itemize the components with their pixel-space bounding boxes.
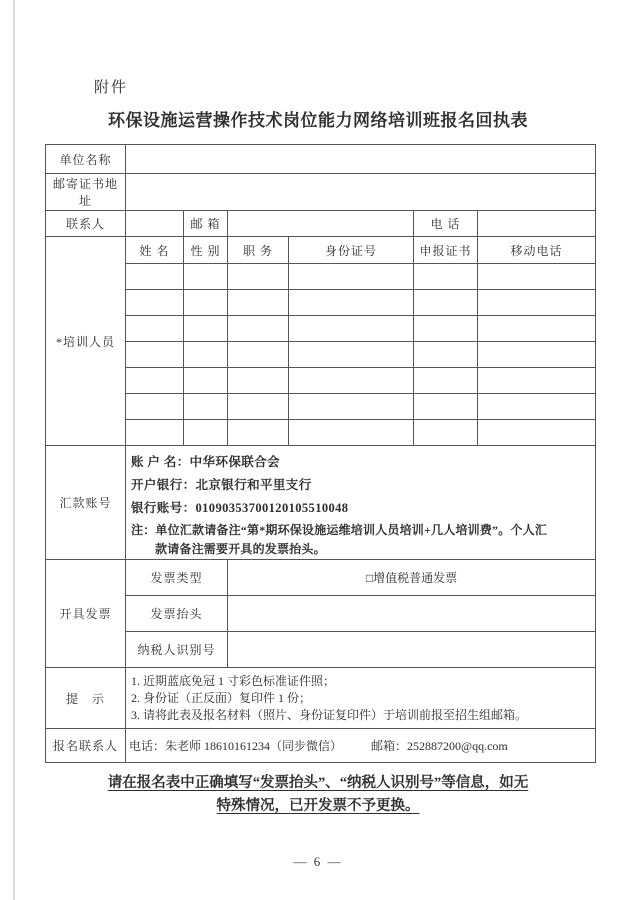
trainee-cell	[184, 264, 228, 290]
trainee-row	[46, 290, 596, 316]
remittance-label: 汇款账号	[46, 446, 126, 560]
remittance-note-line1: 注：单位汇款请备注“第*期环保设施运维培训人员培训+几人培训费”。个人汇	[131, 522, 548, 537]
registration-contact-info	[126, 729, 596, 763]
trainee-cell	[478, 420, 596, 446]
trainee-cell	[184, 316, 228, 342]
mailing-address-label: 邮寄证书地址	[46, 174, 126, 211]
attachment-label: 附件	[94, 80, 129, 96]
trainee-cell	[228, 420, 289, 446]
remittance-bank: 开户银行：北京银行和平里支行	[131, 477, 312, 492]
trainee-cell	[289, 290, 414, 316]
trainee-cell	[478, 290, 596, 316]
tips-label: 提 示	[46, 668, 126, 729]
tip-item-3: 3. 请将此表及报名材料（照片、身份证复印件）于培训前报至招生组邮箱。	[131, 707, 528, 722]
trainee-cell	[126, 342, 184, 368]
invoice-label: 开具发票	[46, 560, 126, 668]
trainee-cell	[478, 342, 596, 368]
remittance-note-line2: 款请备注需要开具的发票抬头。	[155, 541, 326, 556]
trainee-col-mobile: 移动电话	[478, 237, 596, 264]
trainee-cell	[414, 342, 478, 368]
invoice-title-value-cell	[228, 596, 596, 632]
footer-note	[68, 772, 568, 818]
trainee-cell	[228, 394, 289, 420]
trainee-row	[46, 342, 596, 368]
contact-row	[46, 211, 596, 237]
unit-name-label: 单位名称	[46, 145, 126, 174]
invoice-title-row	[46, 596, 596, 632]
trainee-cell	[289, 316, 414, 342]
trainee-col-title: 职 务	[228, 237, 289, 264]
email-label: 邮 箱	[184, 211, 228, 237]
trainee-col-id: 身份证号	[289, 237, 414, 264]
trainee-col-cert: 申报证书	[414, 237, 478, 264]
invoice-type-row	[46, 560, 596, 596]
trainee-cell	[126, 316, 184, 342]
trainee-cell	[289, 368, 414, 394]
footer-note-line2: 特殊情况，已开发票不予更换。	[216, 798, 420, 814]
email-value-cell	[228, 211, 414, 237]
trainee-cell	[414, 394, 478, 420]
invoice-title-label: 发票抬头	[126, 596, 228, 632]
trainee-cell	[184, 342, 228, 368]
trainee-cell	[478, 394, 596, 420]
trainee-cell	[228, 368, 289, 394]
remittance-details	[126, 446, 596, 560]
trainee-cell	[228, 342, 289, 368]
trainee-row	[46, 368, 596, 394]
tips-list	[126, 668, 596, 729]
mailing-address-row	[46, 174, 596, 211]
page-number: — 6 —	[293, 854, 343, 869]
trainee-cell	[228, 316, 289, 342]
registration-form-table	[45, 144, 596, 763]
trainee-cell	[184, 394, 228, 420]
trainee-cell	[289, 394, 414, 420]
trainee-col-name: 姓 名	[126, 237, 184, 264]
trainee-cell	[414, 316, 478, 342]
trainee-cell	[478, 316, 596, 342]
registration-contact-label: 报名联系人	[46, 729, 126, 763]
registration-contact-phone: 电话：朱老师 18610161234（同步微信）	[129, 739, 343, 753]
trainee-header-row	[46, 237, 596, 264]
registration-contact-email: 邮箱：252887200@qq.com	[371, 739, 508, 753]
contact-value-cell	[126, 211, 184, 237]
trainees-label: *培训人员	[46, 237, 126, 446]
invoice-type-label: 发票类型	[126, 560, 228, 596]
trainee-cell	[184, 368, 228, 394]
trainee-cell	[126, 290, 184, 316]
registration-contact-row	[46, 729, 596, 763]
trainee-col-gender: 性 别	[184, 237, 228, 264]
page-title: 环保设施运营操作技术岗位能力网络培训班报名回执表	[108, 111, 528, 130]
vat-invoice-checkbox-option: □增值税普通发票	[228, 560, 596, 596]
footer-note-line1: 请在报名表中正确填写“发票抬头”、“纳税人识别号”等信息，如无	[107, 775, 529, 791]
contact-label: 联系人	[46, 211, 126, 237]
remittance-account-number: 银行账号：01090353700120105510048	[131, 500, 349, 515]
remittance-account-name: 账 户 名：中华环保联合会	[131, 454, 280, 469]
trainee-cell	[478, 368, 596, 394]
trainee-row	[46, 394, 596, 420]
unit-name-row	[46, 145, 596, 174]
trainee-cell	[414, 368, 478, 394]
trainee-row	[46, 264, 596, 290]
mailing-address-value-cell	[126, 174, 596, 211]
taxpayer-id-row	[46, 632, 596, 668]
tip-item-1: 1. 近期蓝底免冠 1 寸彩色标准证件照；	[131, 673, 336, 688]
taxpayer-id-label: 纳税人识别号	[126, 632, 228, 668]
scan-edge-artifact	[13, 0, 15, 900]
trainee-cell	[414, 264, 478, 290]
unit-name-value-cell	[126, 145, 596, 174]
trainee-cell	[126, 368, 184, 394]
trainee-cell	[126, 264, 184, 290]
trainee-cell	[289, 264, 414, 290]
phone-label: 电 话	[414, 211, 478, 237]
trainee-row	[46, 316, 596, 342]
trainee-row	[46, 420, 596, 446]
phone-value-cell	[478, 211, 596, 237]
trainee-cell	[478, 264, 596, 290]
trainee-cell	[289, 420, 414, 446]
trainee-cell	[126, 420, 184, 446]
remittance-row	[46, 446, 596, 560]
tips-row	[46, 668, 596, 729]
tip-item-2: 2. 身份证（正反面）复印件 1 份；	[131, 690, 312, 705]
trainee-cell	[414, 290, 478, 316]
trainee-cell	[414, 420, 478, 446]
trainee-cell	[289, 342, 414, 368]
trainee-cell	[184, 290, 228, 316]
trainee-cell	[184, 420, 228, 446]
trainee-cell	[126, 394, 184, 420]
trainee-cell	[228, 264, 289, 290]
taxpayer-id-value-cell	[228, 632, 596, 668]
trainee-cell	[228, 290, 289, 316]
